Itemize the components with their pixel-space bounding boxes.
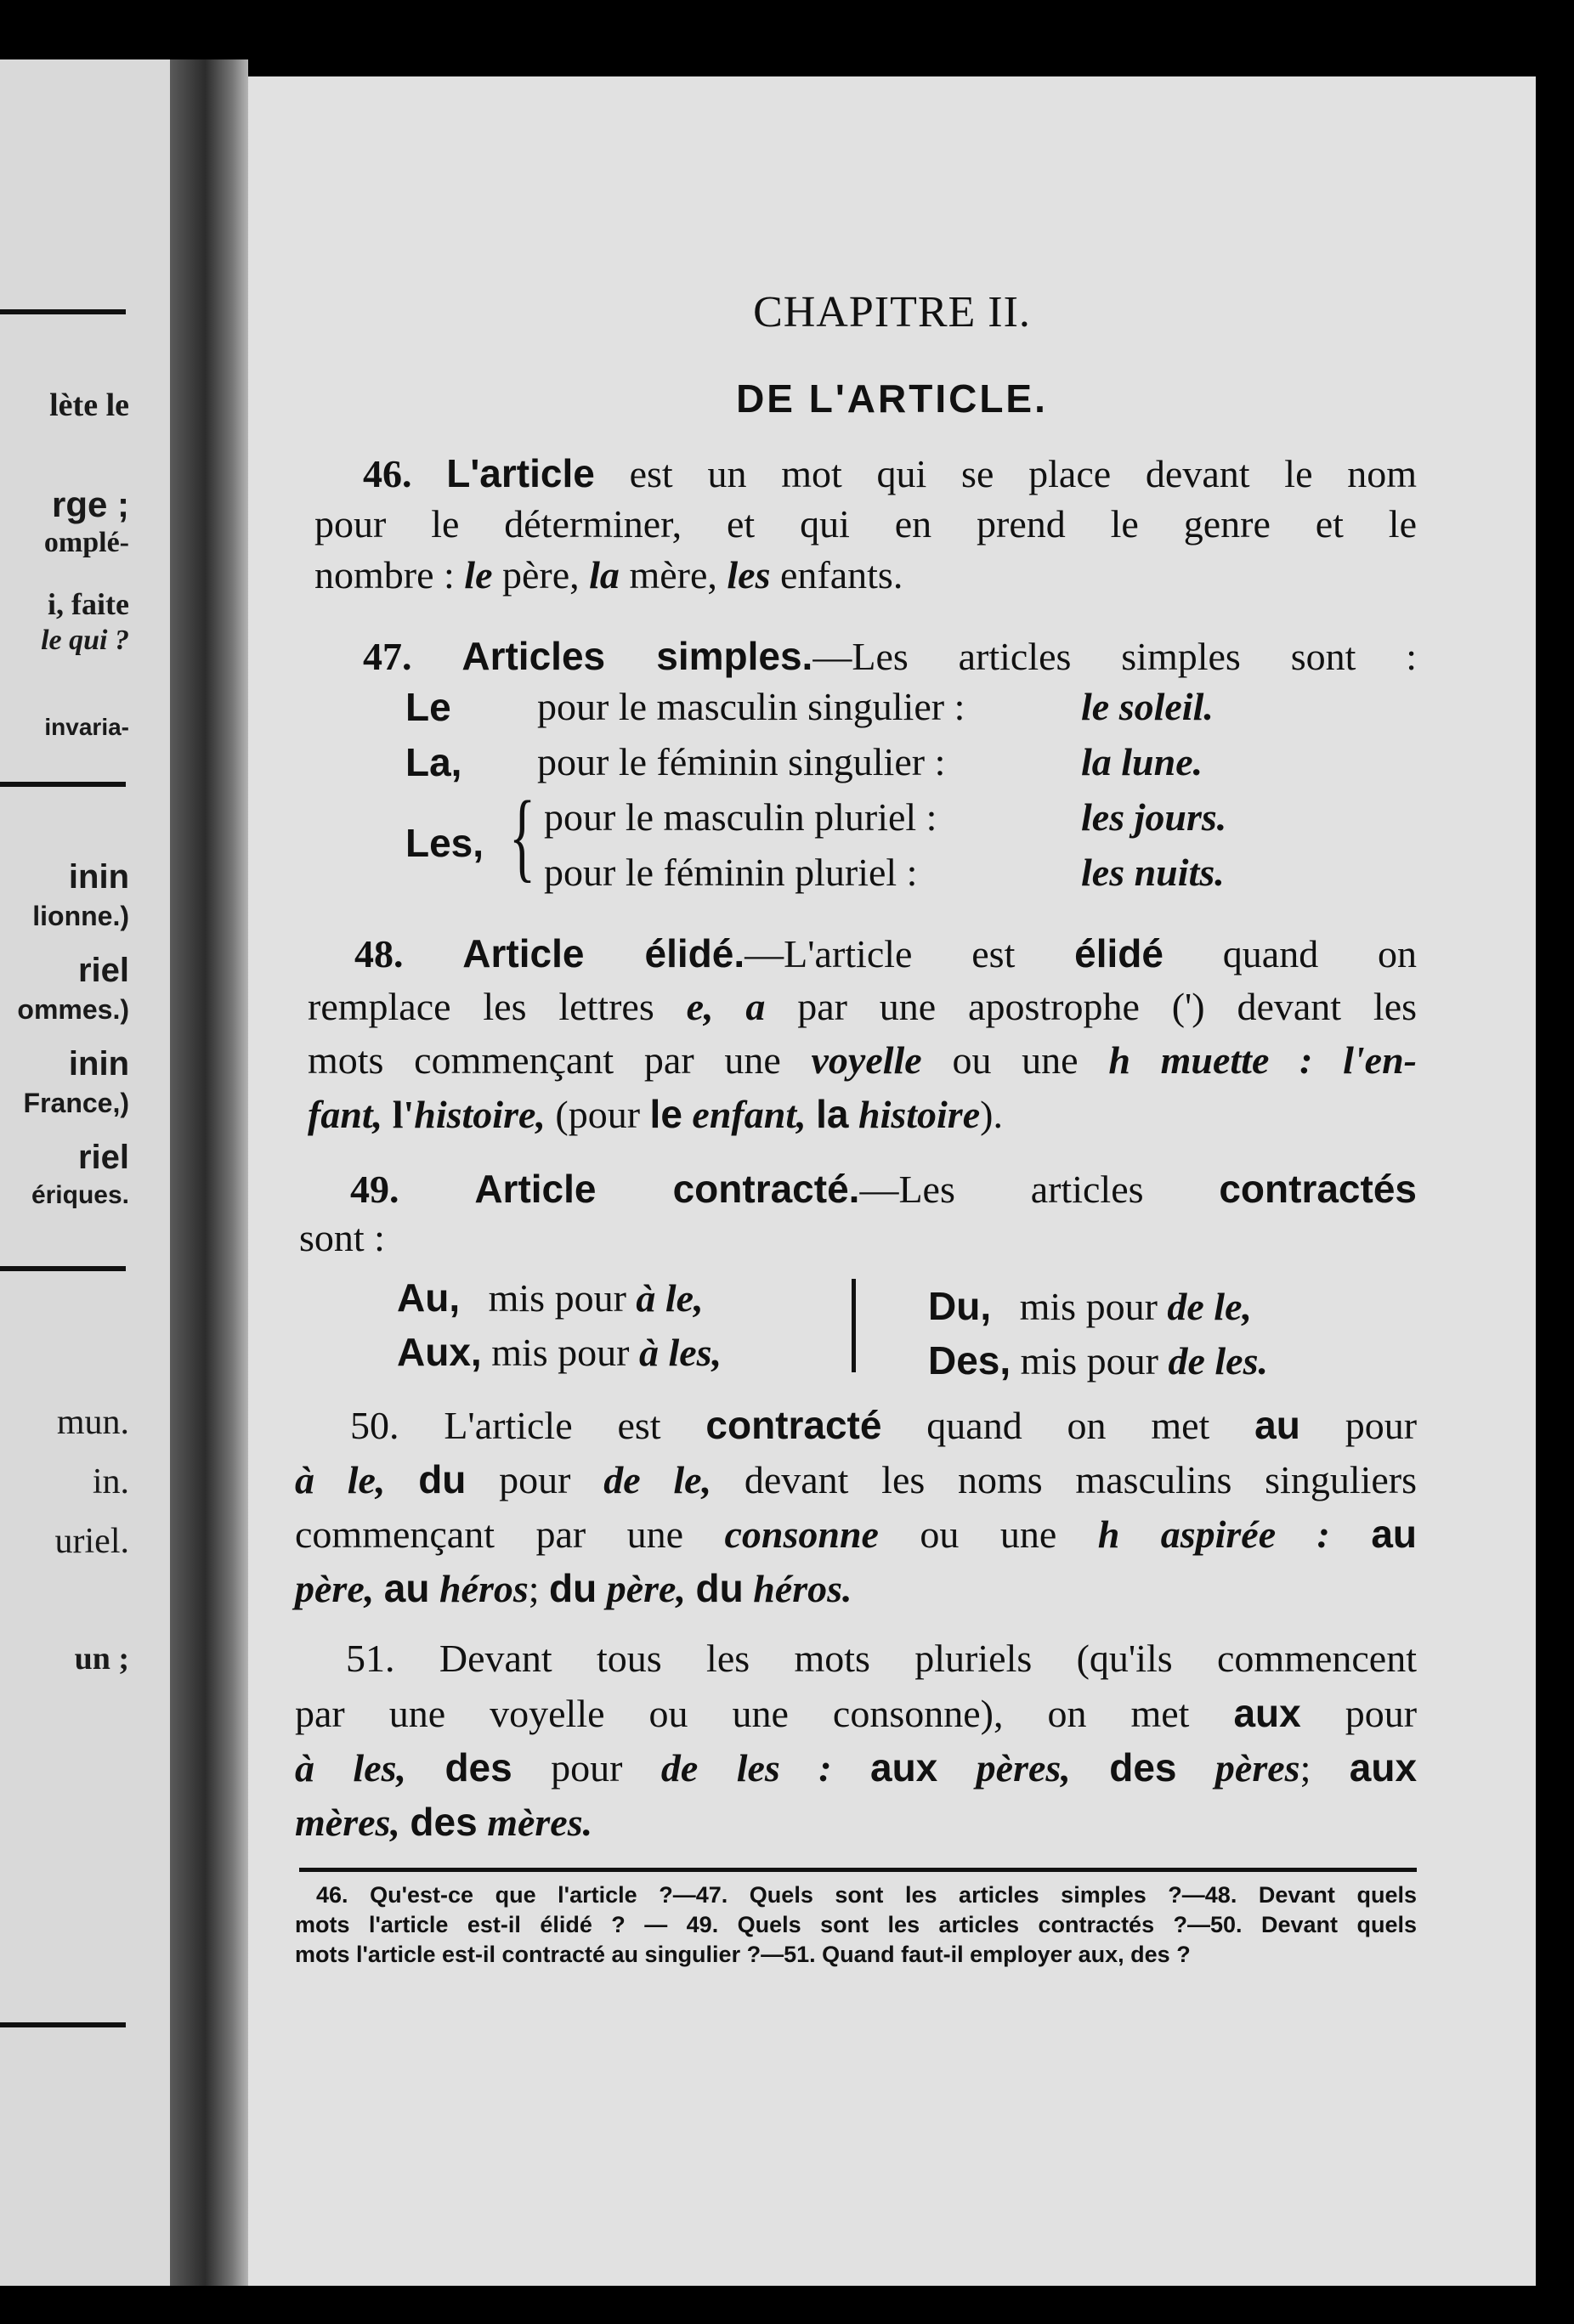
para-48-line-3 [308,1038,1417,1083]
example: mères, [295,1801,400,1844]
example: h muette : [1108,1038,1313,1082]
term: élidé [1074,931,1164,975]
para-number: 46. [363,452,412,495]
para-48-line-4 [308,1091,1003,1137]
example: enfant, [692,1093,807,1136]
text-fragment: le qui ? [41,625,129,656]
term: L'article [446,451,595,495]
text: ; [528,1567,540,1610]
text-fragment: ommes.) [17,994,129,1025]
article-la-desc: pour le féminin singulier : [537,740,946,783]
para-48-line-1 [354,930,1417,976]
text-fragment: uriel. [54,1522,129,1561]
example: pères, [976,1746,1071,1790]
text: ou une [920,1513,1057,1556]
contraction-des [928,1337,1268,1383]
text-fragment: inin [68,858,129,896]
text: ou une [952,1038,1079,1082]
footnote-rule [299,1868,1417,1872]
example: de les. [1168,1339,1268,1383]
example: la [589,553,620,597]
contraction-au [397,1275,704,1320]
para-50-line-3 [295,1511,1417,1557]
article-la-example: la lune. [1081,740,1203,783]
divider [0,2022,126,2027]
text: commençant par une [295,1513,684,1556]
text: —L'article est [745,932,1016,975]
left-page-fragment [0,59,170,2286]
example: de les : [660,1746,832,1790]
text-fragment: lète le [49,387,129,423]
text: —Les articles [859,1168,1144,1211]
article: Aux, [397,1330,482,1374]
text: quand on [1222,932,1417,975]
example: père, [606,1567,686,1610]
para-51-line-2 [295,1690,1417,1736]
article-les-example-1: les jours. [1081,795,1227,839]
term: aux [869,1745,938,1790]
article: Des, [928,1338,1011,1383]
example: les [727,553,771,597]
example: e, a [686,985,766,1028]
para-47-line-1 [363,633,1417,679]
text-fragment: omplé- [43,527,129,558]
footnote-line-3: mots l'article est-il contracté au singulier ?—51. Quand faut-il employer aux, des ? [295,1942,1191,1967]
text-fragment: i, faite [48,587,129,621]
text-fragment: France,) [23,1088,129,1118]
text-fragment: mun. [56,1403,129,1442]
text: pour [551,1746,623,1790]
text: ; [1299,1746,1311,1790]
text: mis pour [1020,1339,1158,1383]
example: h aspirée : [1097,1513,1330,1556]
text: devant les noms masculins singuliers [744,1458,1418,1501]
example: héros. [753,1567,852,1610]
text-fragment: riel [77,1139,129,1176]
example: à les, [295,1746,407,1790]
text: Devant tous les mots pluriels (qu'ils commencent [439,1637,1417,1680]
para-number: 48. [354,932,404,975]
example: l'en- [1343,1038,1418,1082]
para-51-line-4 [295,1799,592,1845]
text: pour le déterminer, et qui en prend le genre et le [314,502,1417,546]
para-50-line-4 [295,1565,852,1611]
divider [0,782,126,787]
text: (pour [555,1093,641,1136]
example: héros [439,1567,529,1610]
text: enfants. [779,553,903,597]
example: père, [295,1567,375,1610]
text-fragment: un ; [74,1641,129,1677]
text: L'article est [444,1404,661,1447]
term: au [1254,1403,1300,1447]
article: Au, [397,1275,461,1320]
term: des [1109,1745,1177,1790]
text: pour [499,1458,571,1501]
example: le [464,553,493,597]
example: pères [1214,1746,1300,1790]
term: du [549,1566,597,1610]
article: Du, [928,1284,992,1328]
text: mère, [629,553,717,597]
text-fragment: riel [77,952,129,989]
term: aux [1349,1745,1418,1790]
term: au [1371,1512,1417,1556]
article-la: La, [405,740,462,784]
example: mères. [487,1801,593,1844]
text: mis pour [491,1331,630,1374]
section-title: DE L'ARTICLE. [736,376,1048,421]
heading: Article élidé. [462,931,745,975]
example: de le, [603,1458,712,1501]
term: contractés [1219,1167,1417,1211]
text: mis pour [488,1276,626,1320]
article-les-desc-1: pour le masculin pluriel : [544,795,937,839]
example: à les, [638,1331,722,1374]
term: du [695,1566,744,1610]
article-les-desc-2: pour le féminin pluriel : [544,851,918,894]
article-le-desc: pour le masculin singulier : [537,685,965,728]
text: mis pour [1019,1285,1158,1328]
term: aux [1233,1691,1301,1735]
article-les: Les, [405,821,484,865]
example: de le, [1167,1285,1253,1328]
term: des [410,1800,478,1844]
chapter-title: CHAPITRE II. [753,288,1031,336]
term: la [816,1092,849,1136]
text: remplace les lettres [308,985,654,1028]
para-46-line-1 [363,450,1417,496]
column-separator [852,1279,856,1372]
text: quand on met [926,1404,1210,1447]
divider [0,309,126,314]
example: voyelle [811,1038,922,1082]
para-number: 49. [350,1168,399,1211]
text: par une apostrophe (') devant les [797,985,1418,1028]
text: mots commençant par une [308,1038,781,1082]
example: consonne [724,1513,879,1556]
contraction-du [928,1283,1252,1329]
para-49-line-1 [350,1166,1417,1212]
brace-icon: { [509,780,536,891]
para-46-line-3 [314,552,903,597]
contraction-aux [397,1329,722,1375]
para-number: 51. [346,1637,395,1680]
text: l' [392,1093,415,1136]
footnote-line-2: mots l'article est-il élidé ? — 49. Quels sont les articles contractés ?—50. Devant quels [295,1912,1417,1937]
divider [0,1266,126,1271]
text-fragment: invaria- [44,714,129,740]
text-fragment: ériques. [31,1181,129,1209]
book-gutter [170,59,248,2286]
text: par une voyelle ou une consonne), on met [295,1692,1190,1735]
text: père, [502,553,580,597]
para-51-line-3 [295,1744,1417,1790]
para-50-line-2 [295,1456,1417,1502]
text-fragment: lionne.) [32,901,129,931]
article-le-example: le soleil. [1081,685,1214,728]
example: à le, [636,1276,704,1320]
text: pour [1345,1692,1418,1735]
text-fragment: in. [92,1462,129,1501]
text: —Les articles simples sont : [812,635,1418,678]
term: au [383,1566,430,1610]
article-le: Le [405,685,451,729]
para-number: 50. [350,1404,399,1447]
text-fragment: rge ; [51,484,129,524]
term: du [418,1457,467,1501]
text: est un mot qui se place devant le nom [629,452,1418,495]
para-number: 47. [363,635,412,678]
term: contracté [705,1403,882,1447]
example: à le, [295,1458,386,1501]
term: le [649,1092,682,1136]
para-51-line-1 [346,1636,1417,1681]
text: nombre : [314,553,455,597]
heading: Articles simples. [461,634,813,678]
para-48-line-2 [308,984,1417,1029]
text: ). [980,1093,1003,1136]
example: histoire, [414,1093,546,1136]
article-les-example-2: les nuits. [1081,851,1225,894]
para-49-line-2: sont : [299,1216,385,1259]
text: pour [1345,1404,1418,1447]
para-50-line-1 [350,1402,1417,1448]
example: fant, [308,1093,383,1136]
example: histoire [858,1093,981,1136]
book-page [248,76,1536,2286]
para-46-line-2 [314,501,1417,546]
text-fragment: inin [68,1045,129,1083]
term: des [444,1745,512,1790]
heading: Article contracté. [474,1167,860,1211]
footnote-line-1: 46. Qu'est-ce que l'article ?—47. Quels sont les articles simples ?—48. Devant quels [316,1882,1417,1908]
